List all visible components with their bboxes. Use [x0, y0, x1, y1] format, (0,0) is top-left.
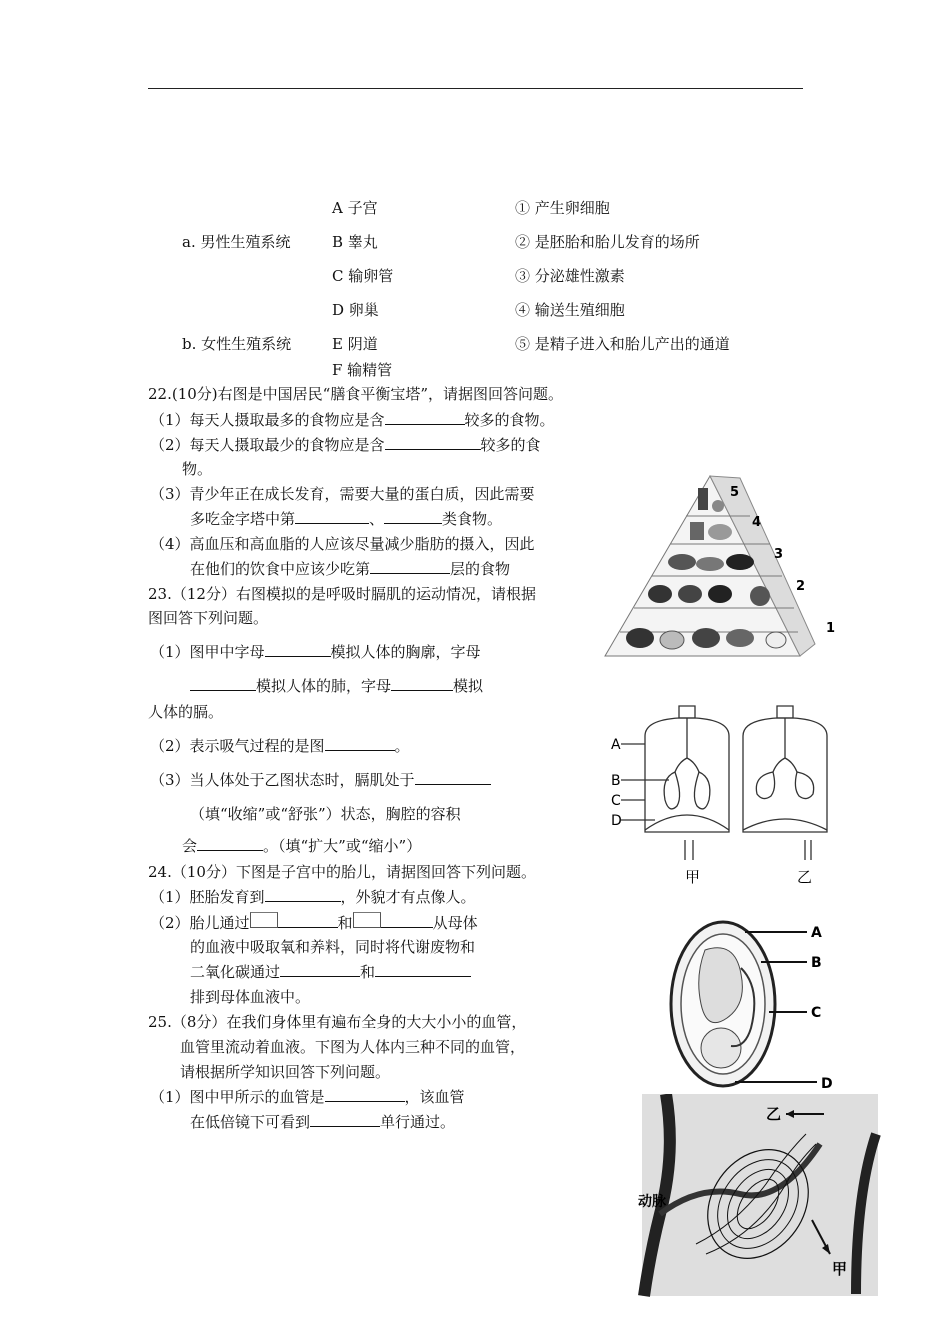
q22-item4-cont: 在他们的饮食中应该少吃第 层的食物	[190, 560, 511, 578]
fetus-label-a: A	[811, 925, 822, 941]
rice-bowl-icon	[766, 632, 786, 648]
lung-left-yi	[756, 772, 774, 799]
q23-item3: （3）当人体处于乙图状态时，膈肌处于	[150, 770, 491, 790]
breath-label-b: B	[611, 773, 621, 789]
fruit-icon	[678, 585, 702, 603]
q22-title: 22.(10分)右图是中国居民“膳食平衡宝塔”，请据图回答问题。	[148, 385, 563, 403]
organ-d: D 卵巢	[332, 301, 379, 319]
vegetable-icon	[648, 585, 672, 603]
q24-blank-3[interactable]	[381, 913, 433, 928]
breathing-model-figure	[605, 700, 840, 890]
q23-blank-2[interactable]	[190, 676, 256, 691]
egg-icon	[726, 554, 754, 570]
q24-item2: （2）胎儿通过 和 从母体	[150, 914, 478, 932]
q23-blank-3[interactable]	[391, 676, 453, 691]
fish-icon	[696, 557, 724, 571]
q22-item4: （4）高血压和高血脂的人应该尽量减少脂肪的摄入，因此	[150, 535, 535, 553]
breath-label-d: D	[611, 813, 622, 829]
q24-item2-cont2: 二氧化碳通过 和	[190, 962, 471, 982]
q22-blank-3[interactable]	[295, 509, 369, 524]
lung-left-jia	[664, 772, 679, 809]
header-rule	[148, 88, 803, 89]
bread-icon	[660, 631, 684, 649]
fruit-icon-2	[708, 585, 732, 603]
q25-blank-1[interactable]	[325, 1087, 405, 1102]
pyramid-label-4: 4	[752, 515, 762, 530]
q22-item2-cont: 物。	[182, 460, 213, 478]
q24-item1: （1）胚胎发育到 ，外貌才有点像人。	[150, 888, 476, 906]
pyramid-label-5: 5	[730, 485, 740, 500]
q25-item1-cont: 在低倍镜下可看到 单行通过。	[190, 1113, 456, 1131]
q24-item2-end: 排到母体血液中。	[190, 988, 311, 1006]
function-5: ⑤ 是精子进入和胎儿产出的通道	[515, 335, 730, 353]
q24-bracket-2[interactable]	[353, 912, 381, 928]
q23-blank-4[interactable]	[325, 736, 395, 751]
q22-blank-1[interactable]	[385, 410, 465, 425]
organ-f: F 输精管	[332, 361, 393, 379]
fetus-label-c: C	[811, 1005, 822, 1021]
meat-icon	[668, 554, 696, 570]
grape-icon	[750, 586, 770, 606]
q24-blank-5[interactable]	[375, 962, 471, 977]
q23-item3-cont: （填“收缩”或“舒张”）状态，胸腔的容积	[190, 805, 461, 823]
function-1: ① 产生卵细胞	[515, 199, 610, 217]
q22-blank-4[interactable]	[384, 509, 442, 524]
grain-icon	[626, 628, 654, 648]
blood-vessel-figure	[636, 1094, 882, 1299]
q24-blank-2[interactable]	[278, 913, 338, 928]
q25-item1: （1）图中甲所示的血管是 ，该血管	[150, 1088, 465, 1106]
dairy-icon	[708, 524, 732, 540]
pyramid-label-1: 1	[826, 621, 836, 636]
q23-blank-5[interactable]	[415, 770, 491, 785]
corn-icon	[726, 629, 754, 647]
q22-item3-cont: 多吃金字塔中第 、 类食物。	[190, 510, 503, 528]
fetus-head	[701, 1028, 741, 1068]
breath-label-c: C	[611, 793, 621, 809]
q24-title: 24.（10分）下图是子宫中的胎儿，请据图回答下列问题。	[148, 863, 536, 881]
female-system-label: b. 女性生殖系统	[182, 335, 292, 353]
lung-right-yi	[795, 772, 813, 799]
q24-bracket-1[interactable]	[250, 912, 278, 928]
q22-item2: （2）每天人摄取最少的食物应是含 较多的食	[150, 436, 541, 454]
q25-title-cont2: 请根据所学知识回答下列问题。	[180, 1063, 391, 1081]
q25-title-cont: 血管里流动着血液。下图为人体内三种不同的血管，	[180, 1038, 526, 1056]
q23-title: 23.（12分）右图模拟的是呼吸时膈肌的运动情况，请根据	[148, 585, 536, 603]
fetus-label-b: B	[811, 955, 822, 971]
function-3: ③ 分泌雄性激素	[515, 267, 625, 285]
q22-item1: （1）每天人摄取最多的食物应是含 较多的食物。	[150, 411, 555, 429]
breath-label-yi: 乙	[797, 868, 813, 886]
q24-blank-1[interactable]	[265, 887, 341, 902]
vessel-label-artery: 动脉	[638, 1194, 666, 1210]
milk-carton-icon	[690, 522, 704, 540]
q23-item1-cont: 模拟人体的肺，字母 模拟	[190, 676, 483, 696]
organ-a: A 子宫	[332, 199, 378, 217]
fetus-label-d: D	[821, 1076, 833, 1090]
vessel-label-yi: 乙	[766, 1105, 782, 1123]
breath-label-a: A	[611, 737, 621, 753]
organ-c: C 输卵管	[332, 267, 394, 285]
q22-blank-5[interactable]	[370, 559, 450, 574]
salt-icon	[712, 500, 724, 512]
q24-blank-4[interactable]	[280, 962, 360, 977]
potato-icon	[692, 628, 720, 648]
q23-blank-6[interactable]	[197, 836, 263, 851]
q24-item2-cont: 的血液中吸取氧和养料，同时将代谢废物和	[190, 938, 476, 956]
function-2: ② 是胚胎和胎儿发育的场所	[515, 233, 700, 251]
diaphragm-jia	[645, 815, 729, 830]
vessel-label-jia: 甲	[832, 1260, 848, 1278]
fetus-uterus-figure	[665, 910, 845, 1090]
q23-item2: （2）表示吸气过程的是图 。	[150, 737, 410, 755]
pyramid-label-3: 3	[774, 547, 784, 562]
lung-right-jia	[694, 772, 709, 809]
organ-b: B 睾丸	[332, 233, 378, 251]
q23-item3-end: 会 。（填“扩大”或“缩小”）	[182, 837, 422, 855]
breath-label-jia: 甲	[685, 868, 701, 886]
organ-e: E 阴道	[332, 335, 378, 353]
q23-item1: （1）图甲中字母 模拟人体的胸廓，字母	[150, 643, 481, 661]
pyramid-label-2: 2	[796, 579, 806, 594]
q23-title-cont: 图回答下列问题。	[148, 609, 269, 627]
male-system-label: a. 男性生殖系统	[182, 233, 291, 251]
oil-bottle-icon	[698, 488, 708, 510]
q23-item1-end: 人体的膈。	[148, 703, 224, 721]
function-4: ④ 输送生殖细胞	[515, 301, 625, 319]
q23-blank-1[interactable]	[265, 642, 331, 657]
q22-blank-2[interactable]	[385, 435, 481, 450]
q22-item3: （3）青少年正在成长发育，需要大量的蛋白质，因此需要	[150, 485, 535, 503]
q25-blank-2[interactable]	[310, 1112, 380, 1127]
diaphragm-yi	[743, 819, 827, 830]
food-pyramid-figure	[600, 468, 845, 668]
q25-title: 25.（8分）在我们身体里有遍布全身的大大小小的血管，	[148, 1013, 527, 1031]
